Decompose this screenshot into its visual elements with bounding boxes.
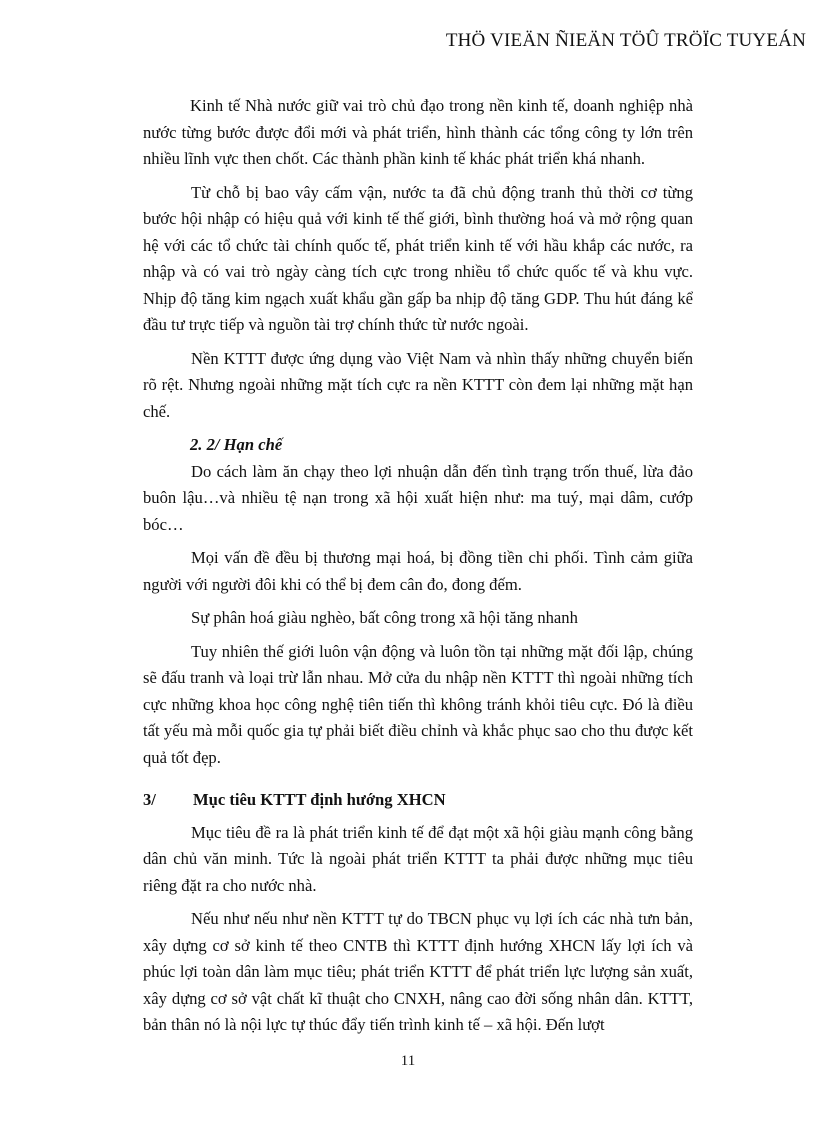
paragraph: Nền KTTT được ứng dụng vào Việt Nam và nhìn thấy những chuyển biến rõ rệt. Nhưng ngoài những mặt tích cực ra nền KTTT còn đem lại những mặt hạn chế. bbox=[143, 348, 693, 421]
paragraph: Kinh tế Nhà nước giữ vai trò chủ đạo trong nền kinh tế, doanh nghiệp nhà nước từng bước được đổi mới và phát triển, hình thành các tổng công ty lớn trên nhiều lĩnh vực then chốt. Các thành phần kinh tế khác phát triển khá nhanh. bbox=[143, 96, 693, 168]
paragraph: Mọi vấn đề đều bị thương mại hoá, bị đồng tiền chi phối. Tình cảm giữa người với người đôi khi có thể bị đem cân đo, đong đếm. bbox=[143, 548, 693, 594]
section-heading bbox=[143, 787, 693, 814]
paragraph: Nếu như nếu như nền KTTT tự do TBCN phục vụ lợi ích các nhà tưn bản, xây dựng cơ sở kinh tế theo CNTB thì KTTT định hướng XHCN lấy lợi ích và phúc lợi toàn dân làm mục tiêu; phát triển KTTT để phát triển lực lượng sản xuất, xây dựng cơ sở vật chất kĩ thuật cho CNXH, nâng cao đời sống nhân dân. KTTT, bản thân nó là nội lực tự thúc đẩy tiến trình kinh tế – xã hội. Đến lượt bbox=[143, 909, 693, 1034]
subheading: 2. 2/ Hạn chế bbox=[190, 435, 283, 454]
section-number: 3/ bbox=[143, 790, 156, 809]
paragraph: Mục tiêu đề ra là phát triển kinh tế để đạt một xã hội giàu mạnh công bằng dân chủ văn minh. Tức là ngoài phát triển KTTT ta phải được những mục tiêu riêng đặt ra cho nước nhà. bbox=[143, 822, 693, 895]
page-number: 11 bbox=[400, 1053, 416, 1069]
page-body bbox=[143, 93, 693, 1046]
paragraph: Sự phân hoá giàu nghèo, bất công trong xã hội tăng nhanh bbox=[191, 608, 578, 627]
paragraph: Từ chỗ bị bao vây cấm vận, nước ta đã chủ động tranh thủ thời cơ từng bước hội nhập có hiệu quả với kinh tế thế giới, bình thường hoá và mở rộng quan hệ với các tổ chức tài chính quốc tế, phát triển kinh tế với hầu khắp các nước, ra nhập và có vai trò ngày càng tích cực trong nhiều tổ chức quốc tế và khu vực. Nhịp độ tăng kim ngạch xuất khẩu gần gấp ba nhịp độ tăng GDP. Thu hút đáng kể đầu tư trực tiếp và nguồn tài trợ chính thức từ nước ngoài. bbox=[143, 182, 693, 334]
running-header: THÖ VIEÄN ÑIEÄN TÖÛ TRÖÏC TUYEÁN bbox=[445, 30, 806, 51]
paragraph: Tuy nhiên thế giới luôn vận động và luôn tồn tại những mặt đối lập, chúng sẽ đấu tranh và loại trừ lẫn nhau. Mở cửa du nhập nền KTTT thì ngoài những tích cực những khoa học công nghệ tiên tiến thì không tránh khỏi tiêu cực. Đó là điều tất yếu mà mỗi quốc gia tự phải biết điều chỉnh và khắc phục sao cho thu được kết quả tốt đẹp. bbox=[143, 641, 693, 767]
section-title: Mục tiêu KTTT định hướng XHCN bbox=[193, 790, 446, 809]
paragraph: Do cách làm ăn chạy theo lợi nhuận dẫn đến tình trạng trốn thuế, lừa đảo buôn lậu…và nhiều tệ nạn trong xã hội xuất hiện như: ma tuý, mại dâm, cướp bóc… bbox=[143, 461, 693, 534]
